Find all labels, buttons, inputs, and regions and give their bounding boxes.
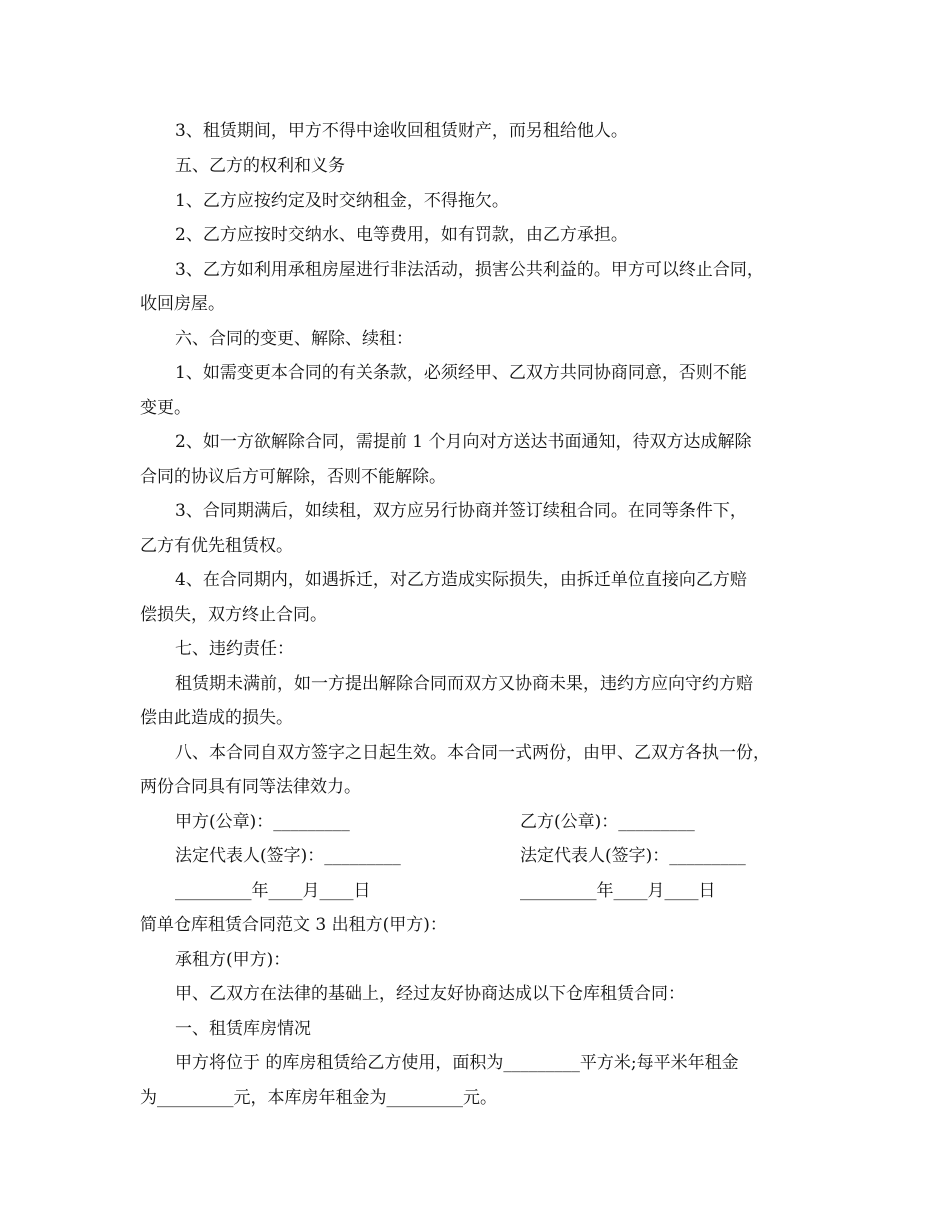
section-8-line2: 两份合同具有同等法律效力。 <box>140 777 361 797</box>
section-1-heading: 一、租赁库房情况 <box>175 1019 311 1039</box>
clause-6-4-line1: 4、在合同期内，如遇拆迁，对乙方造成实际损失，由拆迁单位直接向乙方赔 <box>175 570 747 590</box>
section-7-heading: 七、违约责任： <box>175 639 294 659</box>
section-5-heading: 五、乙方的权利和义务 <box>175 156 345 176</box>
party-a-representative: 法定代表人(签字)：_________ <box>175 846 401 866</box>
party-a-date: _________年____月____日 <box>175 881 371 901</box>
clause-5-2: 2、乙方应按时交纳水、电等费用，如有罚款，由乙方承担。 <box>175 225 628 245</box>
clause-7-line1: 租赁期未满前，如一方提出解除合同而双方又协商未果，违约方应向守约方赔 <box>175 674 753 694</box>
clause-5-1: 1、乙方应按约定及时交纳租金，不得拖欠。 <box>175 191 509 211</box>
clause-6-1-line2: 变更。 <box>140 398 191 418</box>
party-b-date: _________年____月____日 <box>520 881 716 901</box>
clause-5-3-line2: 收回房屋。 <box>140 294 225 314</box>
clause-6-4-line2: 偿损失，双方终止合同。 <box>140 605 327 625</box>
clause-6-3-line2: 乙方有优先租赁权。 <box>140 536 293 556</box>
clause-6-3-line1: 3、合同期满后，如续租，双方应另行协商并签订续租合同。在同等条件下， <box>175 501 747 521</box>
section-8-line1: 八、本合同自双方签字之日起生效。本合同一式两份，由甲、乙双方各执一份， <box>175 743 770 763</box>
clause-6-2-line1: 2、如一方欲解除合同，需提前 1 个月向对方送达书面通知，待双方达成解除 <box>175 432 752 452</box>
clause-5-3-line1: 3、乙方如利用承租房屋进行非法活动，损害公共利益的。甲方可以终止合同， <box>175 260 764 280</box>
warehouse-line2: 为_________元，本库房年租金为_________元。 <box>140 1088 497 1108</box>
next-contract-heading: 简单仓库租赁合同范文 3 出租方(甲方)： <box>140 915 447 935</box>
party-a-seal: 甲方(公章)：_________ <box>175 812 350 832</box>
clause-7-line2: 偿由此造成的损失。 <box>140 708 293 728</box>
party-b-representative: 法定代表人(签字)：_________ <box>520 846 746 866</box>
party-b-seal: 乙方(公章)：_________ <box>520 812 695 832</box>
contract-intro: 甲、乙双方在法律的基础上，经过友好协商达成以下仓库租赁合同： <box>175 984 685 1004</box>
clause-6-1-line1: 1、如需变更本合同的有关条款，必须经甲、乙双方共同协商同意，否则不能 <box>175 363 747 383</box>
warehouse-line1: 甲方将位于 的库房租赁给乙方使用，面积为_________平方米;每平米年租金 <box>175 1053 739 1073</box>
tenant-line: 承租方(甲方)： <box>175 950 291 970</box>
clause-4-3: 3、租赁期间，甲方不得中途收回租赁财产，而另租给他人。 <box>175 121 628 141</box>
clause-6-2-line2: 合同的协议后方可解除，否则不能解除。 <box>140 467 446 487</box>
section-6-heading: 六、合同的变更、解除、续租： <box>175 329 413 349</box>
